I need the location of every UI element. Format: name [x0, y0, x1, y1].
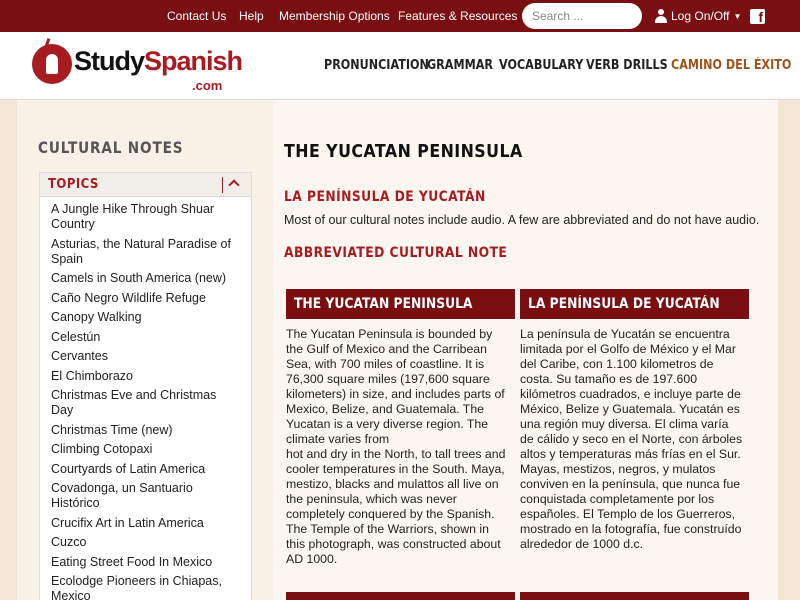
spanish-title: LA PENÍNSULA DE YUCATÁN	[284, 189, 486, 205]
text-line: The Temple of the Warriors, shown in	[286, 522, 489, 536]
topic-link[interactable]	[51, 291, 246, 306]
nav-vocabulary[interactable]: VOCABULARY	[499, 58, 584, 73]
topic-link-text: A Jungle Hike Through Shuar	[51, 202, 215, 216]
topic-link-text: Histórico	[51, 496, 100, 510]
topic-link[interactable]	[51, 349, 246, 364]
text-line: Sea, with 700 miles of coastline. It is	[286, 357, 485, 371]
text-line: La península de Yucatán se encuentra	[520, 327, 730, 341]
membership-options-link[interactable]: Membership Options	[279, 9, 390, 23]
topic-link[interactable]	[51, 271, 246, 286]
logo-spanish: Spanish	[144, 46, 243, 76]
topic-link-text: Country	[51, 217, 95, 231]
text-line: altos y temperaturas más frías en el Sur.	[520, 447, 741, 461]
topic-link-text: Asturias, the Natural Paradise of	[51, 236, 231, 251]
text-line: costa. Su tamaño es de 197.600	[520, 372, 698, 386]
contact-us-link[interactable]: Contact Us	[167, 9, 227, 23]
logo-study: Study	[74, 46, 145, 76]
sidebar-heading: CULTURAL NOTES	[38, 138, 184, 157]
abbreviated-heading: ABBREVIATED CULTURAL NOTE	[284, 245, 508, 261]
topic-link-text: Courtyards of Latin America	[51, 461, 206, 476]
text-line: Mexico, Belize, and Guatemala. The	[286, 402, 484, 416]
text-line: kilómetros cuadrados, e incluye parte de	[520, 387, 741, 401]
nav-grammar[interactable]: GRAMMAR	[427, 58, 493, 73]
topic-link[interactable]	[51, 388, 246, 418]
topic-link[interactable]	[51, 462, 246, 477]
next-card-header	[286, 592, 515, 600]
text-line: cooler temperatures in the South. Maya,	[286, 462, 505, 476]
topic-link-text: Cervantes	[51, 349, 108, 363]
topic-link[interactable]	[51, 423, 246, 438]
text-line: 76,300 square miles (197,600 square	[286, 372, 490, 386]
text-line: limitada por el Golfo de México y el Mar	[520, 342, 736, 356]
text-line: this photograph, was constructed about	[286, 537, 501, 551]
topic-link-text: Covadonga, un Santuario	[51, 481, 193, 495]
text-line: climate varies from	[286, 432, 390, 446]
text-line: de cálido y seco en el Norte, con árboles	[520, 432, 743, 446]
topics-title: TOPICS	[48, 177, 99, 192]
chevron-up-icon[interactable]	[228, 179, 239, 190]
site-logo[interactable]	[32, 38, 243, 96]
topic-link[interactable]	[51, 481, 246, 511]
text-line: Yucatan is a very diverse region. The	[286, 417, 489, 431]
text-line: mostrado en la fotografía, fue construído	[520, 522, 742, 536]
user-icon	[654, 9, 668, 23]
help-link[interactable]: Help	[239, 9, 264, 23]
topic-link[interactable]	[51, 237, 246, 267]
topic-link-text: Celestún	[51, 329, 101, 344]
text-line: AD 1000.	[286, 552, 338, 566]
facebook-icon[interactable]: f	[750, 9, 765, 24]
topic-link-text: Ecolodge Pioneers in Chiapas,	[51, 574, 222, 588]
card-english-title	[286, 289, 515, 319]
topics-panel	[39, 172, 252, 600]
card-spanish-title-text: LA PENÍNSULA DE YUCATÁN	[528, 296, 720, 312]
text-line: del Caribe, con 1.100 kilometros de	[520, 357, 714, 371]
topic-link[interactable]	[51, 202, 246, 232]
logo-suffix: .com	[192, 78, 223, 93]
site-header	[0, 32, 800, 100]
next-card-header	[520, 592, 749, 600]
text-line: Mayas, mestizos, negros, y mulatos	[520, 462, 716, 476]
text-line: The Yucatan Peninsula is bounded by	[286, 327, 493, 341]
topic-link[interactable]	[51, 330, 246, 345]
topic-link-text: Climbing Cotopaxi	[51, 442, 153, 456]
topic-link[interactable]	[51, 555, 246, 570]
topic-link-text: El Chimborazo	[51, 368, 133, 383]
features-resources-link[interactable]: Features & Resources	[398, 9, 518, 23]
topic-link-text: Caño Negro Wildlife Refuge	[51, 290, 206, 305]
text-line: the peninsula, which was never	[286, 492, 457, 506]
text-line: mestizo, blacks and mulattos all live on	[286, 477, 499, 491]
text-line: completely conquered by the Spanish.	[286, 507, 495, 521]
card-english-text	[286, 327, 505, 567]
card-english-title-text: THE YUCATAN PENINSULA	[294, 296, 473, 312]
topic-link-text: Canopy Walking	[51, 310, 142, 324]
login-menu[interactable]	[654, 0, 741, 32]
topic-link[interactable]	[51, 442, 246, 457]
topic-link-text: Christmas Eve and Christmas	[51, 388, 217, 402]
login-label: Log On/Off	[671, 9, 730, 23]
divider	[222, 177, 223, 193]
text-line: españoles. El Templo de los Guerreros,	[520, 507, 736, 521]
topic-link-text: Spain	[51, 251, 83, 266]
topic-link[interactable]	[51, 574, 246, 600]
text-line: the Gulf of Mexico and the Carribean	[286, 342, 487, 356]
topic-link-text: Mexico	[51, 589, 91, 600]
topic-link-text: Cuzco	[51, 535, 87, 549]
topic-link-text: Christmas Time (new)	[51, 422, 173, 437]
topic-link[interactable]	[51, 369, 246, 384]
topic-link-text: Eating Street Food In Mexico	[51, 554, 213, 569]
text-line: conquistada completamente por los	[520, 492, 715, 506]
nav-pronunciation[interactable]: PRONUNCIATION	[324, 58, 429, 73]
text-line: una región muy diversa. El clima varía	[520, 417, 729, 431]
page-title: THE YUCATAN PENINSULA	[284, 141, 523, 162]
text-line: kilometers) in size, and includes parts of	[286, 387, 505, 401]
text-line: alrededor de 1000 d.c.	[520, 537, 644, 551]
topics-header[interactable]	[40, 173, 251, 197]
intro-text: Most of our cultural notes include audio. A few are abbreviated and do not have audio.	[284, 213, 760, 227]
search-input[interactable]: Search ...	[522, 3, 642, 29]
card-spanish-title	[520, 289, 749, 319]
nav-verb-drills[interactable]: VERB DRILLS	[586, 58, 668, 73]
text-line: hot and dry in the North, to tall trees and	[286, 447, 506, 461]
text-line: México, Belize y Guatemala. Yucatán es	[520, 402, 740, 416]
caret-down-icon: ▼	[733, 11, 742, 21]
nav-camino-del-exito[interactable]: CAMINO DEL ÉXITO	[671, 58, 792, 73]
topic-link-text: Day	[51, 403, 74, 417]
logo-wordmark	[74, 46, 242, 77]
logo-mark-icon	[32, 44, 72, 84]
text-line: conviven en la península, que nunca fue	[520, 477, 741, 491]
topic-link-text: Camels in South America (new)	[51, 271, 227, 285]
topic-link[interactable]	[51, 516, 246, 531]
card-spanish-text	[520, 327, 742, 552]
topic-link[interactable]	[51, 310, 246, 325]
topic-link[interactable]	[51, 535, 246, 550]
topic-link-text: Crucifix Art in Latin America	[51, 515, 204, 530]
